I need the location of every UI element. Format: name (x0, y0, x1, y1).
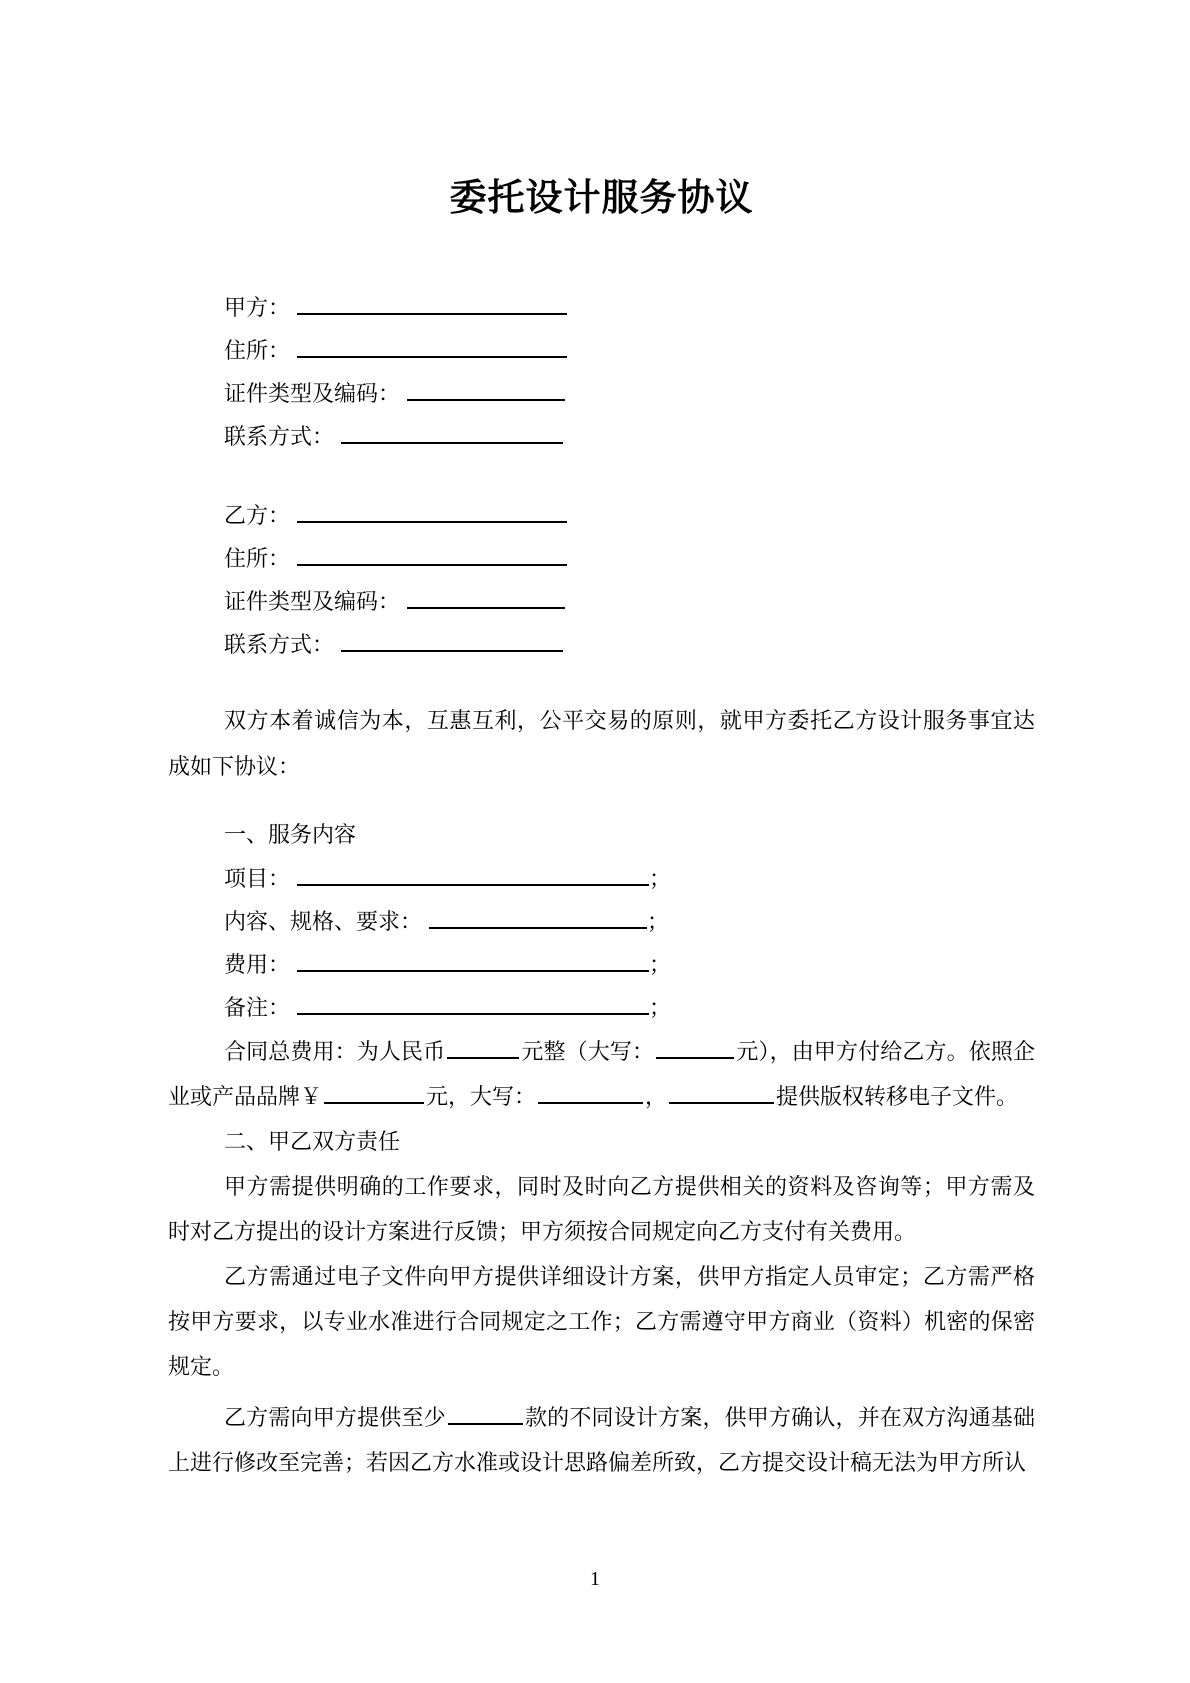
field-row (168, 580, 1035, 623)
field-row (168, 329, 1035, 372)
paragraph-text: 合同总费用：为人民币 (224, 1039, 446, 1064)
blank-line (297, 501, 567, 523)
field-label: 甲方： (224, 295, 291, 320)
field-label: 住所： (224, 546, 291, 571)
section-1-heading: 一、服务内容 (224, 822, 357, 847)
field-row (168, 857, 1035, 900)
party-b-duty-paragraph (168, 1254, 1035, 1389)
blank-line (429, 907, 647, 929)
field-label: 联系方式： (224, 424, 335, 449)
field-label: 证件类型及编码： (224, 589, 401, 614)
field-row (168, 943, 1035, 986)
field-suffix: ； (649, 866, 672, 891)
field-row (168, 372, 1035, 415)
field-label: 内容、规格、要求： (224, 909, 423, 934)
field-row (168, 900, 1035, 943)
field-suffix: ； (649, 952, 672, 977)
blank-line (656, 1037, 734, 1059)
blank-line (297, 293, 567, 315)
blank-line (538, 1082, 643, 1104)
paragraph-text: 乙方需通过电子文件向甲方提供详细设计方案，供甲方指定人员审定；乙方需严格按甲方要求，以专业水准进行合同规定之工作；乙方需遵守甲方商业（资料）机密的保密规定。 (168, 1264, 1035, 1379)
paragraph-text: 元），由甲方付给乙方。依照企业或产品品牌￥ (168, 1039, 1035, 1109)
field-row (168, 986, 1035, 1029)
paragraph-text: 提供版权转移电子文件。 (776, 1084, 1019, 1109)
fee-paragraph (168, 1029, 1035, 1119)
blank-line (297, 993, 649, 1015)
party-a-duty-paragraph (168, 1164, 1035, 1254)
paragraph-text: ， (645, 1084, 668, 1109)
blank-line (297, 336, 567, 358)
field-label: 备注： (224, 995, 291, 1020)
paragraph-text: 甲方需提供明确的工作要求，同时及时向乙方提供相关的资料及咨询等；甲方需及时对乙方提出的设计方案进行反馈；甲方须按合同规定向乙方支付有关费用。 (168, 1174, 1035, 1244)
field-label: 证件类型及编码： (224, 381, 401, 406)
document-content (168, 0, 1035, 1485)
blank-line (447, 1037, 519, 1059)
blank-line (669, 1082, 774, 1104)
blank-line (297, 864, 649, 886)
field-label: 住所： (224, 338, 291, 363)
field-row (168, 286, 1035, 329)
blank-line (341, 422, 563, 444)
paragraph-text: 元整（大写： (521, 1039, 655, 1064)
paragraph-text: 款的不同设计方案，供甲方确认，并在双方沟通基础上进行修改至完善；若因乙方水准或设计思路偏差所致，乙方提交设计稿无法为甲方所认 (168, 1405, 1035, 1475)
field-row (168, 537, 1035, 580)
field-row (168, 623, 1035, 666)
blank-line (297, 544, 567, 566)
page-number: 1 (590, 1568, 600, 1590)
blank-line (341, 630, 563, 652)
blank-line (324, 1082, 424, 1104)
field-row (168, 415, 1035, 458)
blank-line (407, 587, 565, 609)
field-label: 联系方式： (224, 632, 335, 657)
blank-line (297, 950, 649, 972)
field-label: 费用： (224, 952, 291, 977)
design-drafts-paragraph (168, 1395, 1035, 1485)
field-row (168, 494, 1035, 537)
document-title: 委托设计服务协议 (449, 178, 754, 219)
field-label: 项目： (224, 866, 291, 891)
blank-line (407, 379, 565, 401)
section-2-heading: 二、甲乙双方责任 (224, 1129, 401, 1154)
paragraph-text: 乙方需向甲方提供至少 (224, 1405, 446, 1430)
blank-line (448, 1403, 523, 1425)
field-suffix: ； (647, 909, 670, 934)
field-label: 乙方： (224, 503, 291, 528)
party-a-block (168, 286, 1035, 458)
service-content-fields (168, 857, 1035, 1029)
party-b-block (168, 494, 1035, 666)
intro-paragraph: 双方本着诚信为本，互惠互利，公平交易的原则，就甲方委托乙方设计服务事宜达成如下协议： (168, 708, 1035, 779)
paragraph-text: 元，大写： (426, 1084, 537, 1109)
field-suffix: ； (649, 995, 672, 1020)
